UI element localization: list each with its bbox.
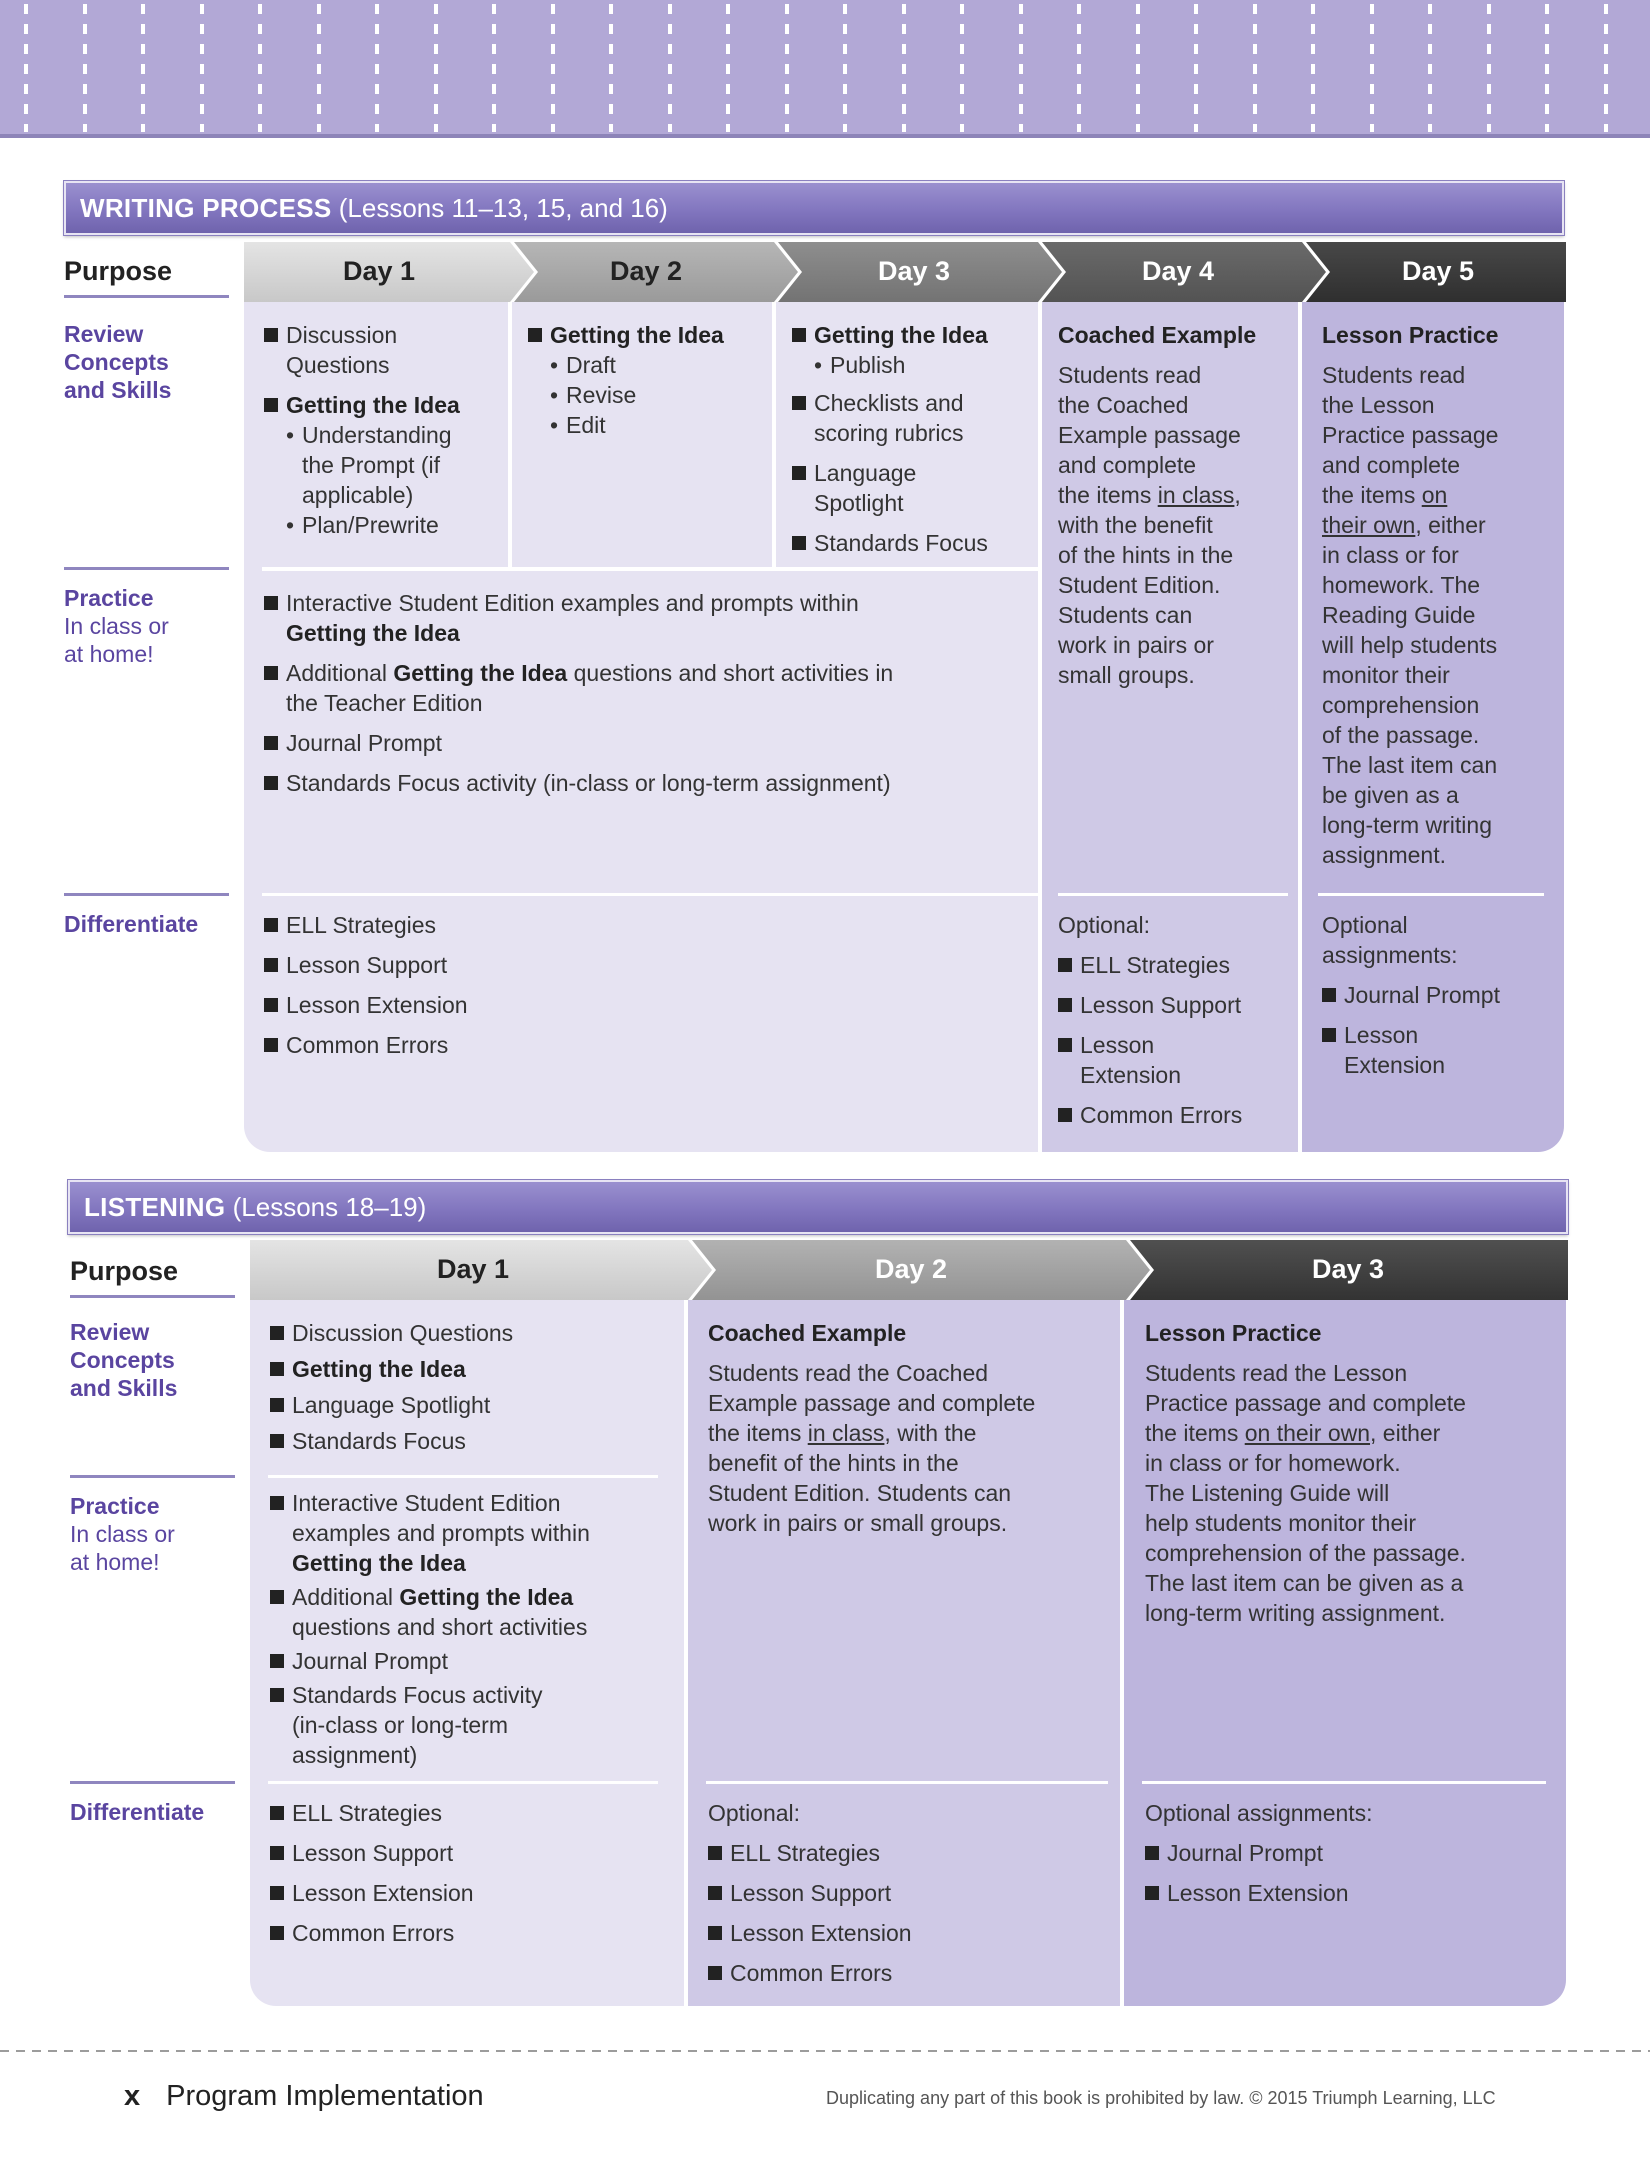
- band-dash: [1019, 4, 1023, 132]
- listening-purpose-label: Purpose: [70, 1256, 235, 1298]
- writing-day3-label: Day 3: [877, 256, 951, 286]
- writing-day4-label: Day 4: [1141, 256, 1215, 286]
- listening-review-label: Review Concepts and Skills: [70, 1319, 178, 1401]
- writing-day5-label: Day 5: [1401, 256, 1475, 286]
- listening-review-day1: Discussion Questions Getting the Idea Language Spotlight Standards Focus: [270, 1318, 670, 1462]
- band-dash: [902, 4, 906, 132]
- section-title-writing: WRITING PROCESS (Lessons 11–13, 15, and 16): [64, 181, 1564, 235]
- writing-day1-label: Day 1: [342, 256, 416, 286]
- band-dash: [1136, 4, 1140, 132]
- band-dash: [668, 4, 672, 132]
- writing-review-day2: Getting the Idea • Draft • Revise • Edit: [528, 320, 768, 440]
- listening-day3-lesson-practice: Lesson Practice Students read the Lesson Practice passage and complete the items on their own, either in class or for homework. The Listening Guide will help students monitor their comprehension of the passage. The last item can be given as a long-term writing assignment.: [1145, 1320, 1466, 1626]
- band-dash: [609, 4, 613, 132]
- band-dash: [1604, 4, 1608, 132]
- listening-day1-label: Day 1: [436, 1254, 510, 1284]
- writing-day4-coached-example: Coached Example Students read the Coached Example passage and complete the items in class, with the benefit of the hints in the Student Edition. Students can work in pairs or small groups.: [1058, 322, 1257, 688]
- band-dash: [960, 4, 964, 132]
- band-dash: [200, 4, 204, 132]
- listening-practice-label: Practice In class or at home!: [70, 1475, 235, 1576]
- band-dash: [785, 4, 789, 132]
- band-dash: [1370, 4, 1374, 132]
- writing-differentiate-label: Differentiate: [64, 893, 229, 938]
- writing-practice-label: Practice In class or at home!: [64, 567, 229, 668]
- writing-day5-lesson-practice: Lesson Practice Students read the Lesson Practice passage and complete the items on their own, either in class or for homework. The Reading Guide will help students monitor their comprehension of the passage. The last item can be given as a long-term writing assignment.: [1322, 322, 1499, 868]
- listening-differentiate-day1: ELL Strategies Lesson Support Lesson Extension Common Errors: [270, 1798, 670, 1958]
- band-dash: [1077, 4, 1081, 132]
- band-dash: [24, 4, 28, 132]
- writing-differentiate-days1-3: ELL Strategies Lesson Support Lesson Extension Common Errors: [264, 910, 864, 1070]
- band-dash: [317, 4, 321, 132]
- band-dash: [551, 4, 555, 132]
- writing-review-day1: Discussion Questions Getting the Idea • Understanding the Prompt (if applicable) • Plan/Prewrite: [264, 320, 504, 540]
- writing-review-day3: Getting the Idea • Publish Checklists and scoring rubrics Language Spotlight Standards Focus: [792, 320, 1032, 568]
- band-dash: [1545, 4, 1549, 132]
- listening-day2-coached-example: Coached Example Students read the Coached Example passage and complete the items in class, with the benefit of the hints in the Student Edition. Students can work in pairs or small groups.: [708, 1320, 1036, 1536]
- writing-practice-days1-3: Interactive Student Edition examples and prompts within Getting the Idea Additional Getting the Idea questions and short activities in the Teacher Edition Journal Prompt Standards Focus activity (in-class or long-term assignment): [264, 588, 1034, 808]
- band-dash: [1253, 4, 1257, 132]
- band-dash: [434, 4, 438, 132]
- writing-day5-optional: Optional assignments: Journal Prompt Lesson Extension: [1322, 912, 1500, 1078]
- writing-day2-label: Day 2: [609, 256, 683, 286]
- writing-purpose-label: Purpose: [64, 256, 229, 298]
- listening-day3-label: Day 3: [1311, 1254, 1385, 1284]
- listening-day3-optional: Optional assignments: Journal Prompt Lesson Extension: [1145, 1800, 1373, 1906]
- footer-rule: [0, 2050, 1650, 2052]
- listening-practice-day1: Interactive Student Edition examples and prompts within Getting the Idea Additional Getting the Idea questions and short activities Journal Prompt Standards Focus activity (in-class or long-term assignment): [270, 1488, 670, 1774]
- band-dash: [843, 4, 847, 132]
- listening-day2-optional: Optional: ELL Strategies Lesson Support Lesson Extension Common Errors: [708, 1800, 912, 1986]
- band-dash: [1428, 4, 1432, 132]
- section-title-listening: LISTENING (Lessons 18–19): [68, 1180, 1568, 1234]
- band-dash: [1487, 4, 1491, 132]
- band-dash: [726, 4, 730, 132]
- band-dash: [1311, 4, 1315, 132]
- listening-day2-label: Day 2: [874, 1254, 948, 1284]
- band-dash: [375, 4, 379, 132]
- top-decorative-band: [0, 0, 1650, 138]
- footer-legal: Duplicating any part of this book is prohibited by law. © 2015 Triumph Learning, LLC: [826, 2088, 1496, 2108]
- footer-section-title: Program Implementation: [166, 2080, 484, 2112]
- band-dash: [258, 4, 262, 132]
- band-dash: [492, 4, 496, 132]
- writing-review-label: Review Concepts and Skills: [64, 321, 172, 403]
- writing-day4-optional: Optional: ELL Strategies Lesson Support Lesson Extension Common Errors: [1058, 912, 1243, 1128]
- band-dash: [1194, 4, 1198, 132]
- band-dash: [141, 4, 145, 132]
- footer-page-title: [124, 2080, 484, 2113]
- band-dash: [83, 4, 87, 132]
- listening-differentiate-label: Differentiate: [70, 1781, 235, 1826]
- page-number: x: [124, 2080, 141, 2112]
